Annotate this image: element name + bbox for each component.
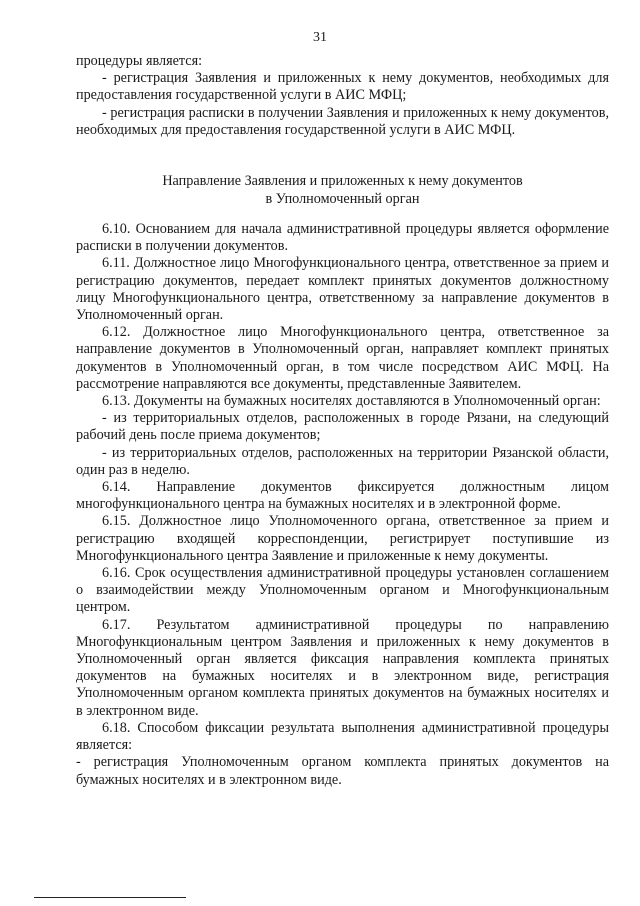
main-text-block [76, 221, 609, 789]
paragraph-6-17: 6.17. Результатом административной процедуры по направлению Многофункциональным центром Заявления и приложенных к нему документов в Уполномоченный орган является фиксация направления комплекта принятых документов на бумажных носителях и в электронном виде, регистрация Уполномоченным органом комплекта принятых документов на бумажных носителях и в электронном виде. [76, 616, 609, 719]
list-item-ryazan-city: - из территориальных отделов, расположенных в городе Рязани, на следующий рабочий день после приема документов; [76, 410, 609, 444]
footer-rule [34, 897, 186, 898]
paragraph-6-14: 6.14. Направление документов фиксируется должностным лицом многофункционального центра на бумажных носителях и в электронной форме. [76, 479, 609, 513]
page-number: 31 [313, 30, 327, 45]
list-item-registration-receipt: - регистрация расписки в получении Заявления и приложенных к нему документов, необходимых для предоставления государственной услуги в АИС МФЦ. [76, 104, 609, 138]
paragraph-6-16: 6.16. Срок осуществления административной процедуры установлен соглашением о взаимодействии между Уполномоченным органом и Многофункциональным центром. [76, 565, 609, 616]
section-heading-line-1: Направление Заявления и приложенных к нему документов [162, 173, 523, 189]
paragraph-6-10: 6.10. Основанием для начала административной процедуры является оформление расписки в получении документов. [76, 221, 609, 255]
list-item-registration-application: - регистрация Заявления и приложенных к нему документов, необходимых для предоставления государственной услуги в АИС МФЦ; [76, 70, 609, 104]
top-text-block [76, 53, 609, 139]
list-item-registration-result: - регистрация Уполномоченным органом комплекта принятых документов на бумажных носителях и в электронном виде. [76, 754, 609, 788]
paragraph-continuation: процедуры является: [76, 53, 203, 69]
paragraph-6-15: 6.15. Должностное лицо Уполномоченного органа, ответственное за прием и регистрацию входящей корреспонденции, регистрирует поступившие из Многофункционального центра Заявление и приложенные к нему документы. [76, 513, 609, 564]
section-heading [76, 172, 609, 208]
list-item-ryazan-region: - из территориальных отделов, расположенных на территории Рязанской области, один раз в неделю. [76, 444, 609, 478]
paragraph-6-12: 6.12. Должностное лицо Многофункционального центра, ответственное за направление документов в Уполномоченный орган, направляет комплект принятых документов в Уполномоченный орган, в том числе посредством АИС МФЦ. На рассмотрение направляются все документы, представленные Заявителем. [76, 324, 609, 392]
paragraph-6-11: 6.11. Должностное лицо Многофункционального центра, ответственное за прием и регистрацию документов, передает комплект принятых документов должностному лицу Многофункционального центра, ответственному за направление документов в Уполномоченный орган. [76, 255, 609, 324]
paragraph-6-13: 6.13. Документы на бумажных носителях доставляются в Уполномоченный орган: [102, 393, 601, 410]
section-heading-line-2: в Уполномоченный орган [265, 191, 420, 207]
paragraph-6-18: 6.18. Способом фиксации результата выполнения административной процедуры является: [76, 719, 609, 754]
